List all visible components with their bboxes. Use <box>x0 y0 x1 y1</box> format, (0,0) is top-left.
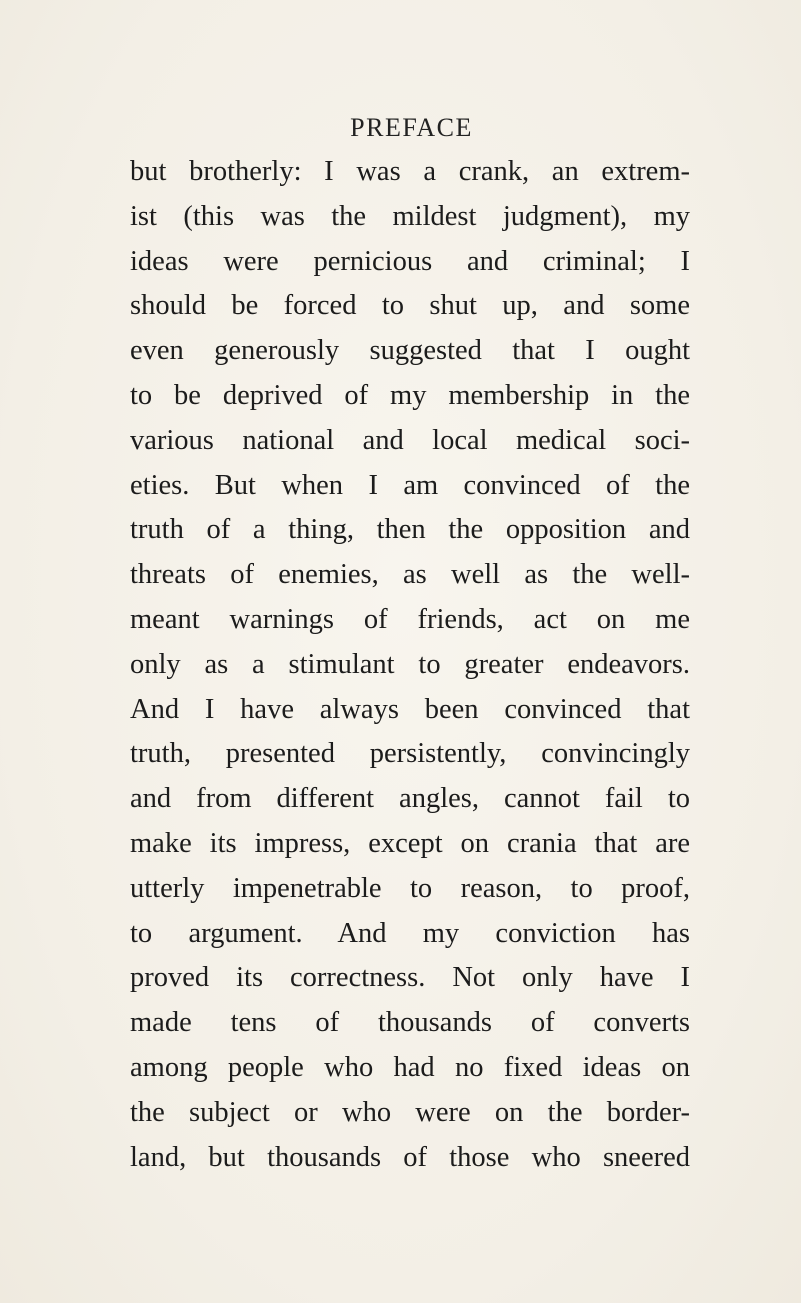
text-line: should be forced to shut up, and some <box>130 290 690 322</box>
text-line: and from different angles, cannot fail to <box>130 783 690 815</box>
text-line: ist (this was the mildest judgment), my <box>130 200 690 232</box>
text-line: truth of a thing, then the opposition and <box>130 514 690 546</box>
text-line: but brotherly: I was a crank, an extrem- <box>130 156 690 187</box>
text-line: threats of enemies, as well as the well- <box>130 559 690 591</box>
text-line: meant warnings of friends, act on me <box>130 603 690 635</box>
text-line: among people who had no fixed ideas on <box>130 1051 690 1083</box>
text-line: And I have always been convinced that <box>130 693 690 725</box>
text-line: make its impress, except on crania that are <box>130 827 690 859</box>
text-line: made tens of thousands of converts <box>130 1007 690 1039</box>
body-text <box>130 150 690 1180</box>
text-line: only as a stimulant to greater endeavors. <box>130 648 690 680</box>
text-line: to argument. And my conviction has <box>130 917 690 949</box>
text-line: eties. But when I am convinced of the <box>130 469 690 501</box>
text-line: even generously suggested that I ought <box>130 335 690 367</box>
text-line: ideas were pernicious and criminal; I <box>130 245 690 277</box>
running-head: PREFACE <box>350 113 473 142</box>
text-line: utterly impenetrable to reason, to proof, <box>130 872 690 904</box>
text-line: various national and local medical soci- <box>130 424 690 456</box>
text-line: to be deprived of my membership in the <box>130 379 690 411</box>
text-line: land, but thousands of those who sneered <box>130 1141 690 1173</box>
text-line: truth, presented persistently, convincingly <box>130 738 690 770</box>
text-line: the subject or who were on the border- <box>130 1096 690 1128</box>
text-line: proved its correctness. Not only have I <box>130 962 690 994</box>
